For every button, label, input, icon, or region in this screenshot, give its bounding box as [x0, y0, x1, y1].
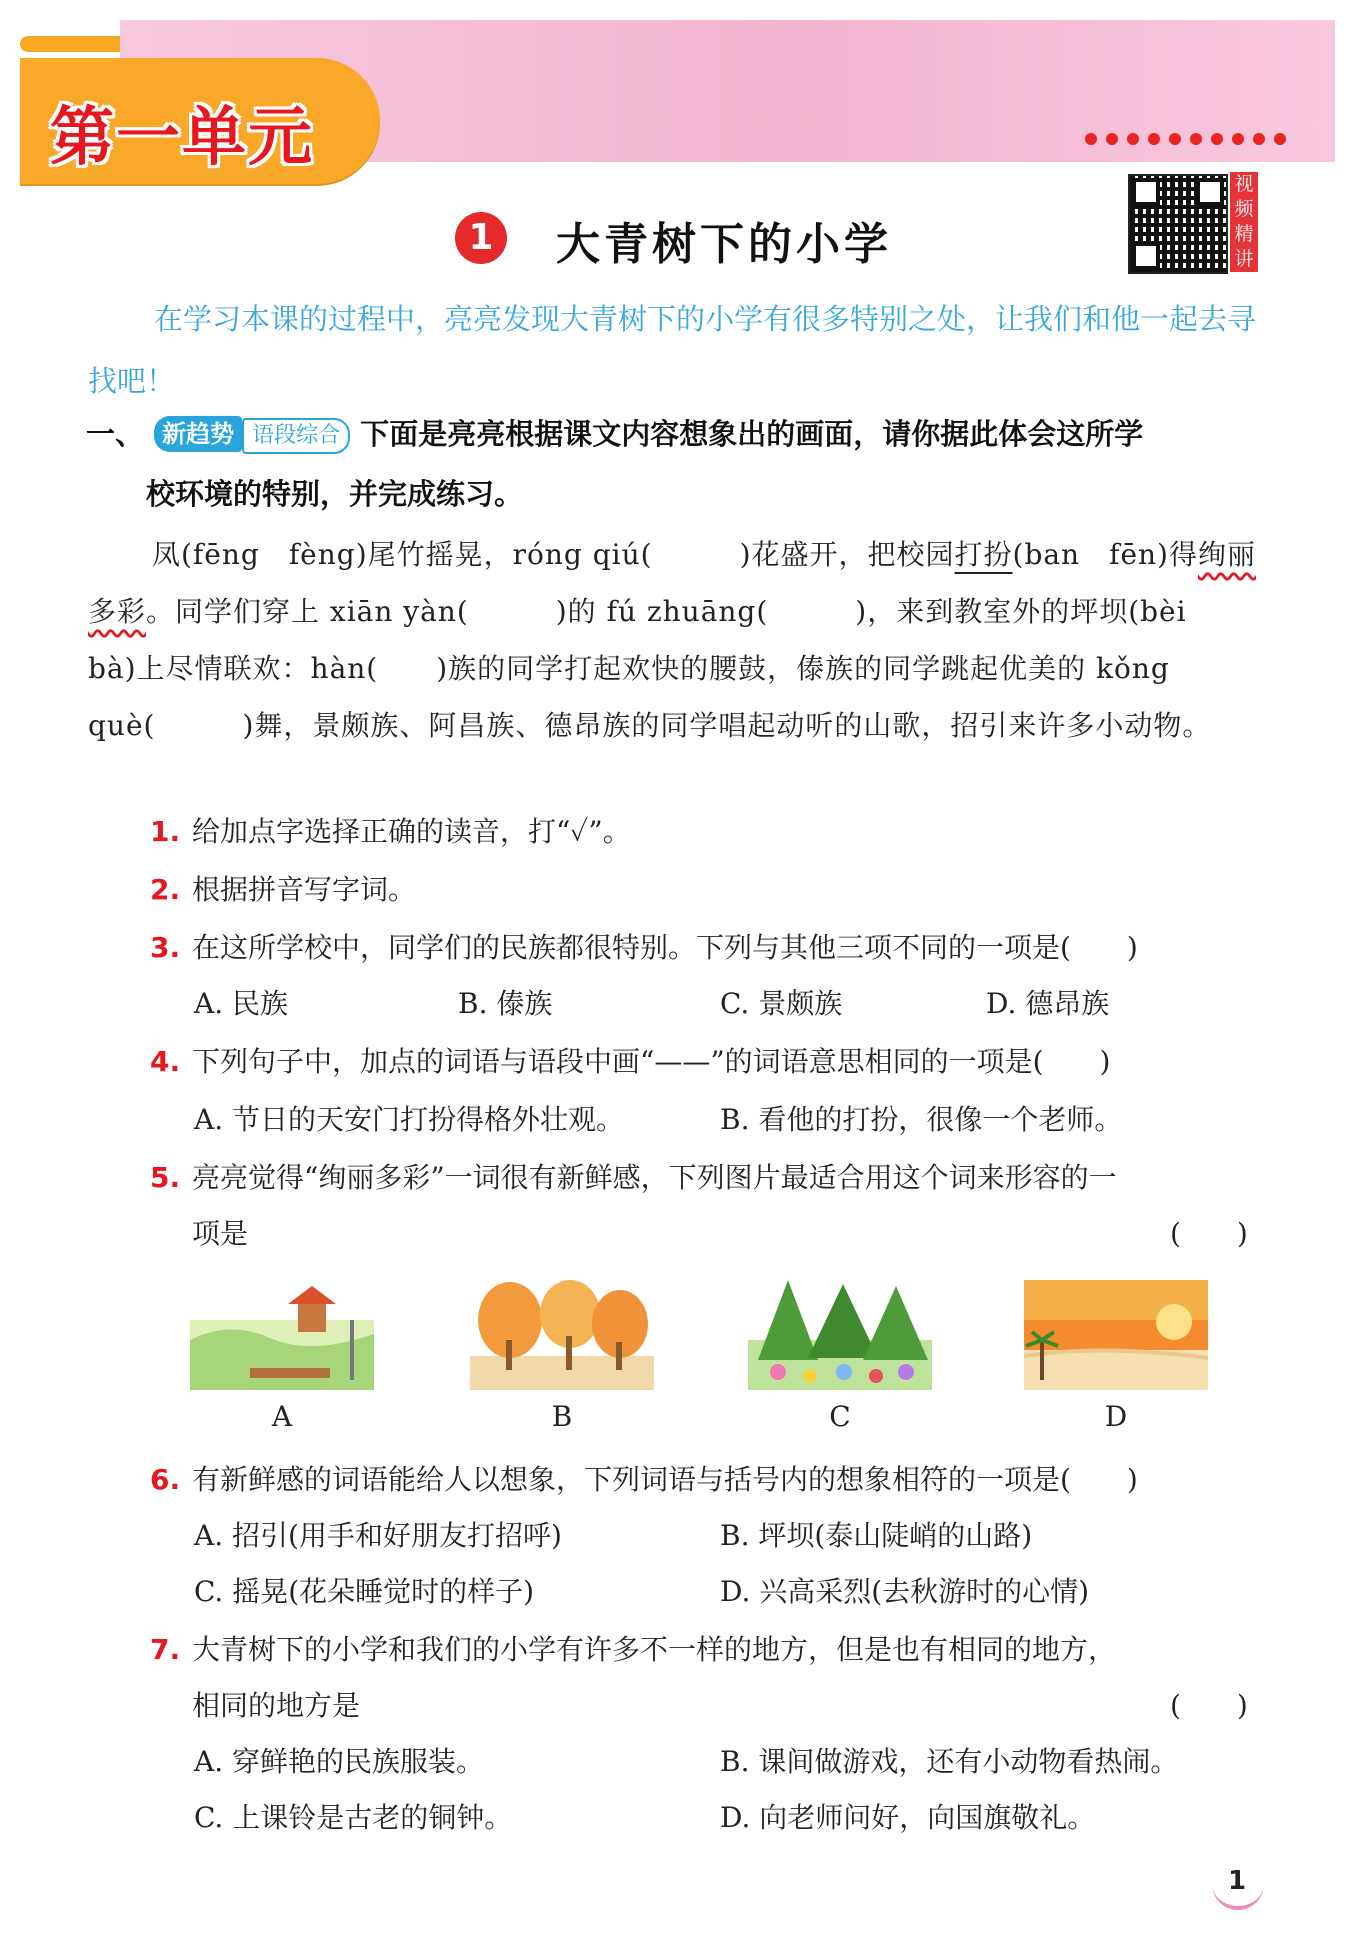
question-2 — [150, 868, 416, 912]
question-number: 6. — [150, 1463, 181, 1496]
question-number: 2. — [150, 873, 181, 906]
video-lecture-label: 视频精讲 — [1230, 172, 1258, 272]
question-text: 下列句子中，加点的词语与语段中画“——”的词语意思相同的一项是( ) — [192, 1045, 1111, 1078]
lesson-title: 大青树下的小学 — [556, 219, 892, 270]
page-number-swoosh — [1212, 1880, 1264, 1910]
picture-b-autumn-trees[interactable] — [470, 1280, 654, 1390]
q6-option-d[interactable]: D. 兴高采烈(去秋游时的心情) — [720, 1575, 1090, 1608]
page-number: 1 — [1228, 1866, 1247, 1896]
q3-option-b[interactable]: B. 傣族 — [458, 987, 553, 1020]
q6-option-c[interactable]: C. 摇晃(花朵睡觉时的样子) — [194, 1575, 535, 1608]
section-instruction-cont: 校环境的特别，并完成练习。 — [146, 477, 524, 511]
passage-line-4: 美的 kǒng què( )舞，景颇族、阿昌族、德昂族的同学唱起动听的山歌，招引来许 — [88, 652, 1170, 742]
question-4 — [150, 1040, 1260, 1084]
q3-option-d[interactable]: D. 德昂族 — [986, 987, 1110, 1020]
question-number: 1. — [150, 815, 181, 848]
header-strip — [20, 36, 120, 52]
question-number: 3. — [150, 931, 181, 964]
question-number: 4. — [150, 1045, 181, 1078]
question-text: 有新鲜感的词语能给人以想象，下列词语与括号内的想象相符的一项是( ) — [192, 1463, 1138, 1496]
qr-code-icon[interactable] — [1128, 174, 1228, 274]
answer-paren[interactable]: ( ) — [1170, 1689, 1248, 1722]
tag-new-trend: 新趋势 — [154, 416, 242, 452]
passage — [88, 526, 1260, 754]
question-text: 给加点字选择正确的读音，打“✓”。 — [192, 815, 631, 848]
passage-line-1-end: (ban fēn)得 — [1012, 538, 1198, 571]
passage-line-2: 。同学们穿上 xiān yàn( )的 fú zhuāng( )，来到教室外的坪 — [146, 595, 1100, 628]
question-7-cont: 相同的地方是 — [192, 1689, 361, 1722]
wavy-underlined-word: 绚丽多彩 — [88, 538, 1256, 628]
q6-option-b[interactable]: B. 坪坝(泰山陡峭的山路) — [720, 1519, 1033, 1552]
section-number: 一、 — [86, 417, 145, 451]
answer-paren[interactable]: ( ) — [1170, 1217, 1248, 1250]
passage-line-1: 凤(fēng fèng)尾竹摇晃，róng qiú( )花盛开，把校园 — [152, 538, 955, 571]
passage-line-5: 多小动物。 — [1066, 709, 1212, 742]
passage-line-3: 坝(bèi bà)上尽情联欢：hàn( )族的同学打起欢快的腰鼓，傣族的同学跳起优 — [88, 595, 1216, 685]
picture-label-b: B — [551, 1400, 573, 1433]
decorative-dots — [1085, 133, 1286, 145]
q3-option-c[interactable]: C. 景颇族 — [720, 987, 843, 1020]
q4-option-b[interactable]: B. 看他的打扮，很像一个老师。 — [720, 1103, 1123, 1136]
picture-label-c: C — [829, 1400, 851, 1433]
question-text: 在这所学校中，同学们的民族都很特别。下列与其他三项不同的一项是( ) — [192, 931, 1138, 964]
picture-a-pavilion[interactable] — [190, 1280, 374, 1390]
picture-d-sunset-beach[interactable] — [1024, 1280, 1208, 1390]
q6-option-a[interactable]: A. 招引(用手和好朋友打招呼) — [194, 1519, 562, 1552]
question-number: 5. — [150, 1161, 181, 1194]
underlined-word: 打扮 — [954, 538, 1013, 571]
question-6 — [150, 1458, 1260, 1502]
q7-option-a[interactable]: A. 穿鲜艳的民族服装。 — [194, 1745, 485, 1778]
q7-option-d[interactable]: D. 向老师问好，向国旗敬礼。 — [720, 1801, 1096, 1834]
section-heading — [86, 412, 1143, 454]
question-1 — [150, 810, 631, 854]
picture-c-colorful-flowers[interactable] — [748, 1280, 932, 1390]
q7-option-b[interactable]: B. 课间做游戏，还有小动物看热闹。 — [720, 1745, 1179, 1778]
question-7 — [150, 1628, 1260, 1672]
question-text: 大青树下的小学和我们的小学有许多不一样的地方，但是也有相同的地方， — [192, 1633, 1117, 1666]
question-3 — [150, 926, 1260, 970]
question-text: 亮亮觉得“绚丽多彩”一词很有新鲜感，下列图片最适合用这个词来形容的一 — [192, 1161, 1117, 1194]
q7-option-c[interactable]: C. 上课铃是古老的铜钟。 — [194, 1801, 513, 1834]
question-5 — [150, 1156, 1260, 1200]
question-number: 7. — [150, 1633, 181, 1666]
question-5-cont: 项是 — [192, 1217, 249, 1250]
q4-option-a[interactable]: A. 节日的天安门打扮得格外壮观。 — [194, 1103, 625, 1136]
intro-text: 在学习本课的过程中，亮亮发现大青树下的小学有很多特别之处，让我们和他一起去寻找吧！ — [88, 302, 1257, 398]
question-text: 根据拼音写字词。 — [192, 873, 417, 906]
picture-label-d: D — [1104, 1400, 1128, 1433]
unit-title: 第一单元 — [50, 101, 314, 175]
picture-label-a: A — [271, 1400, 293, 1433]
lesson-number-badge: 1 — [455, 212, 507, 264]
tag-paragraph-type: 语段综合 — [242, 418, 350, 454]
section-instruction: 下面是亮亮根据课文内容想象出的画面，请你据此体会这所学 — [360, 417, 1144, 451]
q3-option-a[interactable]: A. 民族 — [194, 987, 289, 1020]
